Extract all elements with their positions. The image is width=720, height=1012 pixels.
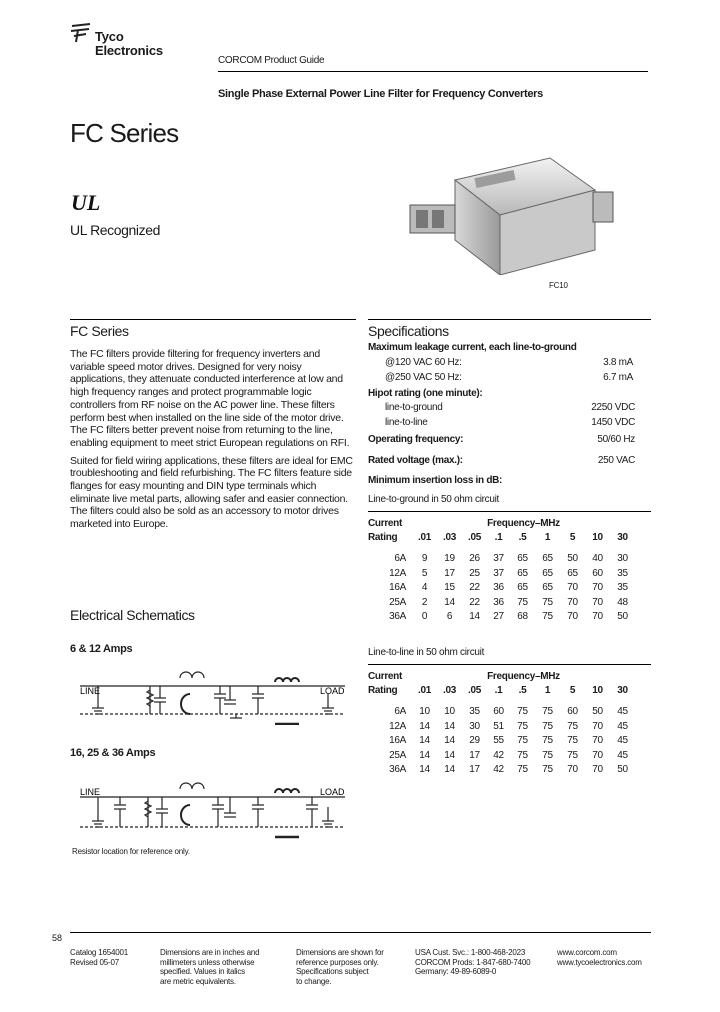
loss-cell: 75: [517, 735, 528, 747]
table-header-freq: 1: [544, 685, 551, 697]
loss-cell: 26: [469, 553, 480, 565]
table-header-freq: 10: [592, 685, 603, 697]
loss-cell: 14: [444, 596, 455, 608]
loss-cell: 70: [592, 720, 603, 732]
loss-cell: 35: [617, 567, 628, 579]
footer-catalog-line: Revised 05-07: [70, 957, 119, 967]
table-row: [368, 566, 635, 580]
spec-opfreq-value: 50/60 Hz: [597, 434, 635, 445]
company-name: [95, 30, 163, 58]
company-name-line1: Tyco: [95, 29, 124, 44]
table-header-freq: .5: [518, 532, 527, 544]
table-header-freq: .05: [467, 532, 481, 544]
loss-cell: 48: [617, 596, 628, 608]
spec-hipot-ltl: [368, 417, 635, 428]
spec-hipot-ltg: [368, 402, 635, 413]
loss-cell: 14: [419, 749, 430, 761]
table-header-freq: 10: [592, 532, 603, 544]
schematic-1-label: 6 & 12 Amps: [70, 643, 133, 655]
table-header-freq: 5: [569, 532, 576, 544]
header-rule: [218, 71, 648, 72]
loss-cell: 70: [567, 596, 578, 608]
table-row: [368, 595, 635, 609]
table-row: [368, 609, 635, 623]
loss-cell: 42: [493, 749, 504, 761]
loss-cell: 36: [493, 582, 504, 594]
loss-cell: 51: [493, 720, 504, 732]
schematic-2-line-label: LINE: [80, 787, 101, 797]
loss-cell: 68: [517, 611, 528, 623]
table-header-freq: 5: [569, 685, 576, 697]
loss-cell: 14: [419, 764, 430, 776]
spec-rated-voltage: [368, 455, 635, 466]
loss-cell: 75: [542, 735, 553, 747]
table-header-freq: .5: [518, 685, 527, 697]
schematic-1-line-label: LINE: [80, 686, 101, 696]
section-rule-right: [368, 319, 651, 320]
footer-website-link[interactable]: www.corcom.com: [557, 948, 617, 957]
loss-cell: 60: [592, 567, 603, 579]
loss-cell: 55: [493, 735, 504, 747]
table-row: [368, 552, 635, 566]
loss-cell: 29: [469, 735, 480, 747]
rating-cell: 12A: [389, 567, 406, 579]
spec-leak-250-value: 6.7 mA: [603, 372, 633, 383]
ul-recognized-icon: [70, 190, 110, 216]
table2-top-rule: [368, 664, 651, 665]
footer-dimensions-note: [160, 948, 259, 986]
page-title: FC Series: [70, 118, 179, 148]
loss-cell: 15: [444, 582, 455, 594]
loss-cell: 75: [542, 596, 553, 608]
loss-cell: 65: [542, 582, 553, 594]
footer-ref-line: Specifications subject: [296, 967, 369, 976]
intro-body: [70, 348, 356, 536]
table-header-row: [368, 683, 635, 697]
loss-cell: 0: [421, 611, 428, 623]
loss-cell: 70: [592, 764, 603, 776]
loss-cell: 60: [567, 706, 578, 718]
spec-leak-120-value: 3.8 mA: [603, 357, 633, 368]
footer-website-link[interactable]: www.tycoelectronics.com: [557, 957, 642, 967]
specifications-heading: Specifications: [368, 323, 449, 339]
spec-leak-250: [368, 372, 635, 383]
rating-cell: 36A: [389, 611, 406, 623]
table-header-row: [368, 516, 635, 530]
schematics-heading: Electrical Schematics: [70, 607, 195, 623]
product-guide-label: CORCOM Product Guide: [218, 55, 325, 66]
loss-cell: 17: [469, 749, 480, 761]
footer-ref-line: Dimensions are shown for: [296, 948, 384, 957]
loss-cell: 65: [542, 567, 553, 579]
footer-contact-line: CORCOM Prods: 1-847-680-7400: [415, 957, 531, 967]
loss-cell: 35: [469, 706, 480, 718]
footer-contact-line: Germany: 49-89-6089-0: [415, 967, 497, 976]
footer-contact-line: USA Cust. Svc.: 1-800-468-2023: [415, 948, 526, 957]
table-header-freq: .01: [417, 685, 431, 697]
intro-heading: FC Series: [70, 323, 129, 339]
loss-cell: 30: [617, 553, 628, 565]
schematic-1-load-label: LOAD: [320, 686, 345, 696]
spec-operating-frequency: [368, 434, 635, 445]
intro-paragraph-1: The FC filters provide filtering for frequency inverters and variable speed motor drives. Designed for very noisy applications, they attenuate conducted interference at low and high frequency ranges and protect programmable logic controllers from RF noise on the AC power line. These filters perform best when installed on the line side of the motor drive. The FC filters better prevent noise from returning to the line, enabling equipment to meet strict European regulations on RFI.: [70, 348, 350, 449]
loss-cell: 75: [542, 720, 553, 732]
loss-cell: 75: [517, 749, 528, 761]
loss-cell: 75: [542, 706, 553, 718]
footer-dim-line: are metric equivalents.: [160, 976, 236, 986]
rating-cell: 25A: [389, 749, 406, 761]
table-header-rating: Rating: [368, 685, 398, 697]
loss-cell: 25: [469, 567, 480, 579]
table-header-current: Current: [368, 517, 403, 529]
loss-cell: 40: [592, 553, 603, 565]
spec-opfreq-label: Operating frequency:: [368, 434, 464, 445]
footer-contacts: [415, 948, 530, 977]
loss-cell: 9: [421, 553, 428, 565]
table-header-rating: Rating: [368, 532, 398, 544]
footer-ref-line: to change.: [296, 976, 332, 986]
table-row: [368, 762, 635, 776]
rating-cell: 36A: [389, 764, 406, 776]
rating-cell: 12A: [389, 720, 406, 732]
spec-leak-120: [368, 357, 635, 368]
schematic-6-12-amps: [70, 660, 355, 725]
loss-cell: 14: [444, 764, 455, 776]
footer-websites: [557, 948, 642, 967]
footer-ref-line: reference purposes only.: [296, 957, 379, 967]
loss-cell: 2: [421, 596, 428, 608]
loss-cell: 70: [592, 735, 603, 747]
schematic-16-25-36-amps: [70, 775, 355, 840]
loss-cell: 70: [592, 749, 603, 761]
schematic-2-label: 16, 25 & 36 Amps: [70, 747, 156, 759]
table-header-freq: .05: [467, 685, 481, 697]
loss-cell: 37: [493, 567, 504, 579]
tyco-logo-icon: [70, 22, 92, 44]
loss-cell: 4: [421, 582, 428, 594]
loss-cell: 45: [617, 735, 628, 747]
loss-cell: 65: [517, 553, 528, 565]
loss-cell: 42: [493, 764, 504, 776]
footer-reference-note: [296, 948, 384, 986]
table-header-freq: .1: [494, 532, 503, 544]
loss-cell: 19: [444, 553, 455, 565]
table-header-freq: .1: [494, 685, 503, 697]
spec-hipot-ltg-value: 2250 VDC: [591, 402, 635, 413]
product-caption: FC10: [549, 281, 568, 290]
loss-cell: 22: [469, 582, 480, 594]
company-name-line2: Electronics: [95, 43, 163, 58]
table-row: [368, 719, 635, 733]
spec-hipot-ltl-label: line-to-line: [385, 417, 428, 428]
spec-min-insertion-loss: Minimum insertion loss in dB:: [368, 475, 503, 486]
table-header-freq: .03: [442, 685, 456, 697]
rating-cell: 25A: [389, 596, 406, 608]
loss-cell: 5: [421, 567, 428, 579]
table-header-frequency: Frequency–MHz: [487, 670, 560, 682]
section-rule-left: [70, 319, 356, 320]
circuit-ltg-label: Line-to-ground in 50 ohm circuit: [368, 494, 500, 505]
table-header-freq: 30: [617, 685, 628, 697]
rating-cell: 6A: [394, 553, 406, 565]
rating-cell: 16A: [389, 735, 406, 747]
footer-catalog-line: Catalog 1654001: [70, 948, 128, 957]
loss-cell: 37: [493, 553, 504, 565]
loss-cell: 70: [592, 611, 603, 623]
loss-cell: 75: [517, 706, 528, 718]
loss-cell: 14: [469, 611, 480, 623]
loss-cell: 14: [419, 735, 430, 747]
insertion-loss-table-ltg: [368, 516, 635, 624]
loss-cell: 75: [517, 764, 528, 776]
loss-cell: 17: [444, 567, 455, 579]
rating-cell: 6A: [394, 706, 406, 718]
loss-cell: 70: [592, 582, 603, 594]
table-header-freq: 30: [617, 532, 628, 544]
spec-hipot-ltg-label: line-to-ground: [385, 402, 443, 413]
table-header-current: Current: [368, 670, 403, 682]
loss-cell: 6: [446, 611, 453, 623]
loss-cell: 50: [617, 611, 628, 623]
footer-catalog: [70, 948, 128, 967]
loss-cell: 10: [444, 706, 455, 718]
rating-cell: 16A: [389, 582, 406, 594]
table-header-freq: 1: [544, 532, 551, 544]
table-header-freq: .03: [442, 532, 456, 544]
product-photo-fc10: [400, 150, 615, 275]
loss-cell: 50: [567, 553, 578, 565]
loss-cell: 14: [444, 720, 455, 732]
table-row: [368, 748, 635, 762]
loss-cell: 10: [419, 706, 430, 718]
loss-cell: 30: [469, 720, 480, 732]
page-subtitle: Single Phase External Power Line Filter for Frequency Converters: [218, 88, 543, 100]
page-number: 58: [52, 933, 63, 943]
loss-cell: 17: [469, 764, 480, 776]
loss-cell: 75: [542, 611, 553, 623]
loss-cell: 35: [617, 582, 628, 594]
loss-cell: 27: [493, 611, 504, 623]
footer-dim-line: Dimensions are in inches and: [160, 948, 260, 957]
spec-leakage-label: Maximum leakage current, each line-to-ground: [368, 342, 577, 353]
circuit-ltl-label: Line-to-line in 50 ohm circuit: [368, 647, 485, 658]
spec-hipot-label: Hipot rating (one minute):: [368, 388, 483, 399]
footer-rule: [70, 932, 651, 933]
table-header-freq: .01: [417, 532, 431, 544]
loss-cell: 75: [542, 764, 553, 776]
loss-cell: 45: [617, 720, 628, 732]
table-row: [368, 581, 635, 595]
loss-cell: 14: [419, 720, 430, 732]
loss-cell: 14: [444, 735, 455, 747]
loss-cell: 65: [567, 567, 578, 579]
schematic-2-load-label: LOAD: [320, 787, 345, 797]
table-header-frequency: Frequency–MHz: [487, 517, 560, 529]
spec-rated-label: Rated voltage (max.):: [368, 455, 463, 466]
table-row: [368, 734, 635, 748]
ul-recognized-label: UL Recognized: [70, 222, 161, 238]
loss-cell: 70: [592, 596, 603, 608]
footer-dim-line: millimeters unless otherwise: [160, 957, 255, 967]
loss-cell: 75: [567, 735, 578, 747]
loss-cell: 70: [567, 582, 578, 594]
loss-cell: 60: [493, 706, 504, 718]
spec-leak-250-label: @250 VAC 50 Hz:: [385, 372, 462, 383]
spec-leak-120-label: @120 VAC 60 Hz:: [385, 357, 462, 368]
loss-cell: 75: [567, 749, 578, 761]
spec-hipot-ltl-value: 1450 VDC: [591, 417, 635, 428]
footer-dim-line: specified. Values in italics: [160, 967, 245, 976]
loss-cell: 50: [592, 706, 603, 718]
table-header-row: [368, 530, 635, 544]
loss-cell: 75: [567, 720, 578, 732]
intro-paragraph-2: Suited for field wiring applications, these filters are ideal for EMC troubleshooting and field refurbishing. The FC filters feature side flanges for easy mounting and DIN type terminals which eliminate live metal parts, allowing safer and easier connection. The filters could also be sold as an accessory to motor drives marketed into Europe.: [70, 454, 353, 531]
table-header-row: [368, 669, 635, 683]
ul-mark-text: UL: [71, 190, 101, 215]
table1-top-rule: [368, 511, 651, 512]
loss-cell: 22: [469, 596, 480, 608]
loss-cell: 65: [517, 567, 528, 579]
loss-cell: 65: [517, 582, 528, 594]
table-row: [368, 705, 635, 719]
schematic-note: Resistor location for reference only.: [72, 847, 190, 856]
loss-cell: 45: [617, 706, 628, 718]
loss-cell: 45: [617, 749, 628, 761]
loss-cell: 36: [493, 596, 504, 608]
loss-cell: 75: [542, 749, 553, 761]
loss-cell: 14: [444, 749, 455, 761]
loss-cell: 70: [567, 764, 578, 776]
spec-rated-value: 250 VAC: [597, 455, 635, 466]
insertion-loss-table-ltl: [368, 669, 635, 777]
loss-cell: 75: [517, 720, 528, 732]
loss-cell: 65: [542, 553, 553, 565]
loss-cell: 50: [617, 764, 628, 776]
loss-cell: 70: [567, 611, 578, 623]
loss-cell: 75: [517, 596, 528, 608]
